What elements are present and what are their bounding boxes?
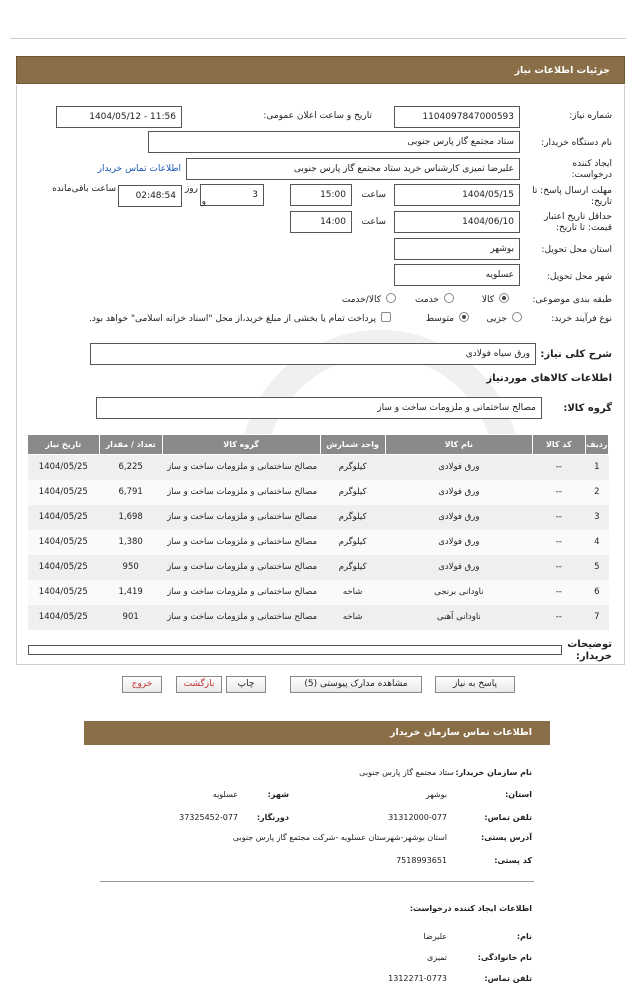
creator-field: علیرضا تمیزی کارشناس خرید ستاد مجتمع گاز پارس جنوبی [186,158,520,180]
category-label: طبقه بندی موضوعی: [532,295,612,305]
table-row [28,530,609,555]
creator-phone: 1312271-0773 [388,974,447,983]
contact-province: بوشهر [425,790,447,799]
cell-code: -- [533,555,586,580]
category-goods-label: کالا [481,295,494,305]
treasury-payment-note: پرداخت تمام یا بخشی از مبلغ خرید،از محل "اسناد خزانه اسلامی" خواهد بود. [88,314,376,324]
cell-qty: 1,419 [99,580,162,605]
cell-idx: 2 [585,480,608,505]
cell-unit: کیلوگرم [320,480,385,505]
remaining-time-field: 02:48:54 [118,185,182,207]
cell-unit: کیلوگرم [320,505,385,530]
cell-unit: کیلوگرم [320,455,385,480]
cell-group: مصالح ساختمانی و ملزومات ساخت و ساز [162,480,320,505]
table-row [28,555,609,580]
and-label: و [201,197,206,207]
cell-idx: 1 [585,455,608,480]
buyer-contact-link[interactable]: اطلاعات تماس خریدار [97,164,181,174]
contact-postal: 7518993651 [396,856,447,865]
treasury-payment-checkbox[interactable] [381,312,391,322]
cell-code: -- [533,530,586,555]
announce-field: 1404/05/12 - 11:56 [56,106,182,128]
cell-date: 1404/05/25 [28,530,100,555]
cell-name: ورق فولادی [385,530,532,555]
table-row [28,480,609,505]
contact-address: استان بوشهر-شهرستان عسلویه -شرکت مجتمع گاز پارس جنوبی [232,833,447,842]
col-group: گروه کالا [162,435,320,455]
creator-family: تمیزی [427,953,447,962]
col-idx: ردیف [585,435,608,455]
process-label: نوع فرآیند خرید: [551,314,612,324]
cell-qty: 6,225 [99,455,162,480]
contact-city-label: شهر: [267,790,289,799]
contact-divider [100,881,534,882]
need-number-field: 1104097847000593 [394,106,520,128]
process-medium-radio[interactable] [459,312,469,322]
day-label: روز [184,184,198,194]
cell-unit: شاخه [320,605,385,630]
col-unit: واحد شمارش [320,435,385,455]
cell-name: ورق فولادی [385,505,532,530]
category-service-radio[interactable] [444,293,454,303]
validity-time-field: 14:00 [290,211,352,233]
contact-section-title: اطلاعات تماس سازمان خریدار [84,721,550,745]
cell-date: 1404/05/25 [28,455,100,480]
notes-label: توضیحات خریدار: [567,639,612,662]
cell-idx: 3 [585,505,608,530]
page-title: جزئیات اطلاعات نیاز [16,56,625,84]
announce-label: تاریخ و ساعت اعلان عمومی: [263,111,372,121]
cell-idx: 6 [585,580,608,605]
contact-postal-label: کد پستی: [494,856,532,865]
cell-unit: کیلوگرم [320,555,385,580]
days-field: 3 [200,184,264,206]
cell-qty: 6,791 [99,480,162,505]
contact-fax-label: دورنگار: [256,813,289,822]
creator-name-label: نام: [516,932,532,941]
col-date: تاریخ نیاز [28,435,100,455]
cell-code: -- [533,505,586,530]
cell-group: مصالح ساختمانی و ملزومات ساخت و ساز [162,580,320,605]
need-number-label: شماره نیاز: [569,111,612,121]
exit-button[interactable]: خروج [122,676,162,693]
cell-code: -- [533,605,586,630]
contact-province-label: استان: [505,790,532,799]
cell-code: -- [533,455,586,480]
creator-info-heading: اطلاعات ایجاد کننده درخواست: [409,904,532,913]
city-field: عسلویه [394,264,520,286]
cell-unit: کیلوگرم [320,530,385,555]
cell-qty: 950 [99,555,162,580]
cell-code: -- [533,480,586,505]
summary-label: شرح کلی نیاز: [540,349,612,360]
buyer-org-label: نام دستگاه خریدار: [541,138,612,148]
cell-name: ناودانی برنجی [385,580,532,605]
cell-idx: 5 [585,555,608,580]
city-label: شهر محل تحویل: [546,272,612,282]
cell-group: مصالح ساختمانی و ملزومات ساخت و ساز [162,530,320,555]
table-row [28,580,609,605]
cell-date: 1404/05/25 [28,505,100,530]
deadline-time-field: 15:00 [290,184,352,206]
contact-phone-label: تلفن تماس: [484,813,532,822]
creator-phone-label: تلفن تماس: [484,974,532,983]
cell-name: ناودانی آهنی [385,605,532,630]
cell-date: 1404/05/25 [28,605,100,630]
cell-name: ورق فولادی [385,555,532,580]
cell-date: 1404/05/25 [28,555,100,580]
cell-qty: 1,380 [99,530,162,555]
cell-unit: شاخه [320,580,385,605]
cell-group: مصالح ساختمانی و ملزومات ساخت و ساز [162,555,320,580]
print-button[interactable]: چاپ [226,676,266,693]
process-minor-radio[interactable] [512,312,522,322]
cell-qty: 1,698 [99,505,162,530]
group-label: گروه کالا: [563,403,612,414]
cell-code: -- [533,580,586,605]
creator-name: علیرضا [423,932,447,941]
deadline-date-field: 1404/05/15 [394,184,520,206]
category-goods-radio[interactable] [499,293,509,303]
creator-family-label: نام خانوادگی: [477,953,532,962]
process-minor-label: جزیی [486,314,507,324]
cell-idx: 4 [585,530,608,555]
category-both-radio[interactable] [386,293,396,303]
cell-group: مصالح ساختمانی و ملزومات ساخت و ساز [162,455,320,480]
cell-date: 1404/05/25 [28,480,100,505]
contact-fax: 37325452-077 [179,813,238,822]
col-name: نام کالا [385,435,532,455]
contact-city: عسلویه [212,790,238,799]
group-field: مصالح ساختمانی و ملزومات ساخت و ساز [96,397,542,419]
cell-name: ورق فولادی [385,480,532,505]
goods-heading: اطلاعات کالاهای موردنیاز [486,373,612,384]
table-row [28,455,609,480]
notes-field [28,645,562,655]
buyer-org-field: ستاد مجتمع گاز پارس جنوبی [148,131,520,153]
table-row [28,605,609,630]
col-qty: تعداد / مقدار [99,435,162,455]
province-field: بوشهر [394,238,520,260]
deadline-time-label: ساعت [361,190,386,200]
cell-group: مصالح ساختمانی و ملزومات ساخت و ساز [162,605,320,630]
validity-date-field: 1404/06/10 [394,211,520,233]
remaining-label: ساعت باقی‌مانده [52,184,116,194]
validity-time-label: ساعت [361,217,386,227]
contact-address-label: آدرس پستی: [481,833,532,842]
validity-label: حداقل تاریخ اعتبار قیمت: تا تاریخ: [544,212,612,233]
summary-field: ورق سیاه فولادی [90,343,536,365]
province-label: استان محل تحویل: [541,245,612,255]
creator-label: ایجاد کننده درخواست: [571,159,612,180]
col-code: کد کالا [533,435,586,455]
contact-org: ستاد مجتمع گاز پارس جنوبی [359,768,454,777]
cell-name: ورق فولادی [385,455,532,480]
back-button[interactable]: بازگشت [176,676,222,693]
cell-idx: 7 [585,605,608,630]
contact-phone: 31312000-077 [388,813,447,822]
top-divider [10,38,626,39]
items-table [27,434,609,630]
deadline-label: مهلت ارسال پاسخ: تا تاریخ: [532,186,612,207]
attachments-button[interactable]: مشاهده مدارک پیوستی (5) [290,676,422,693]
reply-button[interactable]: پاسخ به نیاز [435,676,515,693]
contact-org-label: نام سازمان خریدار: [455,768,532,777]
category-service-label: خدمت [415,295,439,305]
table-row [28,505,609,530]
cell-qty: 901 [99,605,162,630]
process-medium-label: متوسط [425,314,454,324]
cell-group: مصالح ساختمانی و ملزومات ساخت و ساز [162,505,320,530]
category-both-label: کالا/خدمت [341,295,381,305]
cell-date: 1404/05/25 [28,580,100,605]
